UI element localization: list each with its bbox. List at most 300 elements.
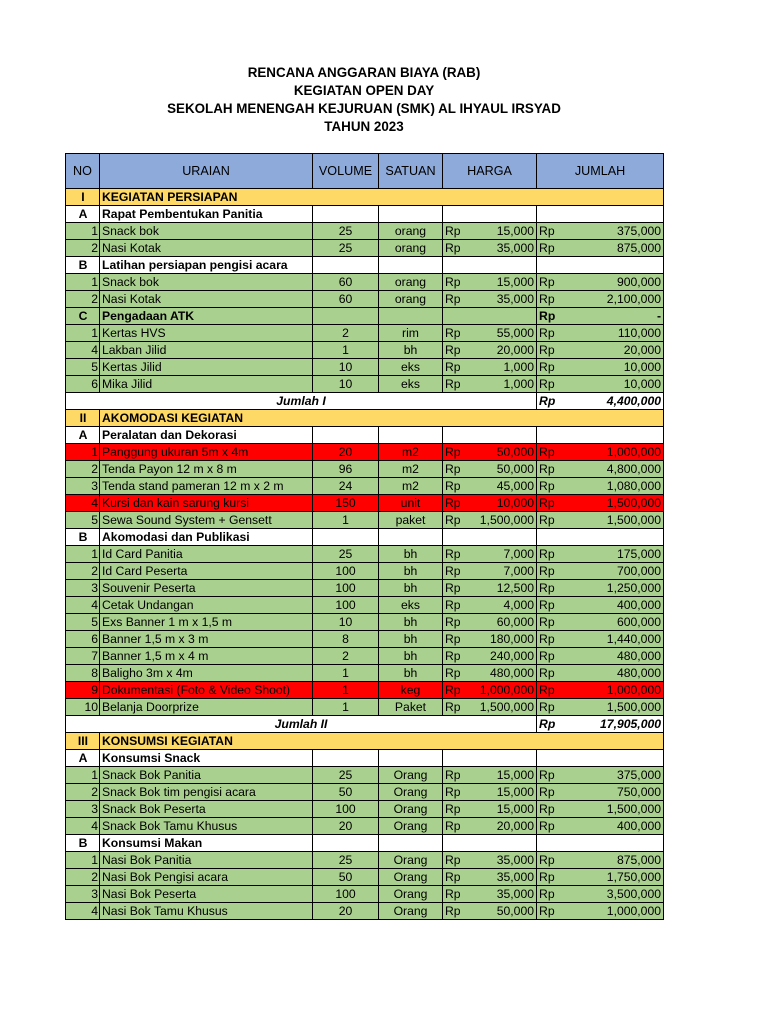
subsection-title: Latihan persiapan pengisi acara (100, 257, 313, 274)
jumlah-value (567, 257, 664, 274)
item-unit: keg (379, 682, 443, 699)
jumlah-currency: Rp (537, 376, 567, 393)
jumlah-currency: Rp (537, 648, 567, 665)
item-volume: 1 (313, 699, 379, 716)
item-volume: 60 (313, 274, 379, 291)
item-volume: 50 (313, 869, 379, 886)
subsection-row (66, 206, 664, 223)
item-price: 480,000 (473, 665, 537, 682)
item-total: 700,000 (567, 563, 664, 580)
harga-value (473, 308, 537, 325)
item-price: 45,000 (473, 478, 537, 495)
jumlah-currency: Rp (537, 512, 567, 529)
item-unit: paket (379, 512, 443, 529)
table-row (66, 223, 664, 240)
jumlah-currency (537, 427, 567, 444)
row-number: 1 (66, 546, 100, 563)
jumlah-currency: Rp (537, 461, 567, 478)
table-row (66, 376, 664, 393)
item-unit: Orang (379, 801, 443, 818)
table-row (66, 240, 664, 257)
harga-currency: Rp (443, 614, 473, 631)
row-number: 1 (66, 444, 100, 461)
row-number: II (66, 410, 100, 427)
row-number: 10 (66, 699, 100, 716)
item-price: 35,000 (473, 291, 537, 308)
harga-value (473, 206, 537, 223)
subtotal-row (66, 393, 664, 410)
subsection-row (66, 427, 664, 444)
volume-cell (313, 206, 379, 223)
harga-currency: Rp (443, 478, 473, 495)
harga-currency: Rp (443, 444, 473, 461)
item-description: Snack bok (100, 274, 313, 291)
item-description: Souvenir Peserta (100, 580, 313, 597)
item-description: Tenda Payon 12 m x 8 m (100, 461, 313, 478)
harga-currency: Rp (443, 665, 473, 682)
jumlah-value (567, 835, 664, 852)
jumlah-currency: Rp (537, 818, 567, 835)
item-unit: eks (379, 359, 443, 376)
harga-currency (443, 529, 473, 546)
item-total: 1,080,000 (567, 478, 664, 495)
jumlah-currency: Rp (537, 274, 567, 291)
table-row (66, 886, 664, 903)
row-number: 4 (66, 818, 100, 835)
item-unit: Orang (379, 767, 443, 784)
row-number: 6 (66, 376, 100, 393)
item-volume: 8 (313, 631, 379, 648)
item-total: 4,800,000 (567, 461, 664, 478)
item-description: Id Card Peserta (100, 563, 313, 580)
harga-currency (443, 206, 473, 223)
table-row (66, 903, 664, 920)
item-description: Snack Bok tim pengisi acara (100, 784, 313, 801)
jumlah-currency (537, 750, 567, 767)
volume-cell (313, 257, 379, 274)
table-row (66, 801, 664, 818)
title-line-4: TAHUN 2023 (324, 119, 404, 134)
title-line-2: KEGIATAN OPEN DAY (293, 83, 435, 98)
item-price: 20,000 (473, 342, 537, 359)
item-unit: Orang (379, 903, 443, 920)
subtotal-amount: 4,400,000 (567, 393, 664, 410)
item-total: 875,000 (567, 852, 664, 869)
subtotal-label: Jumlah II (66, 716, 537, 733)
item-unit: m2 (379, 444, 443, 461)
item-description: Exs Banner 1 m x 1,5 m (100, 614, 313, 631)
item-description: Dokumentasi (Foto & Video Shoot) (100, 682, 313, 699)
row-number: 1 (66, 852, 100, 869)
item-unit: unit (379, 495, 443, 512)
harga-currency: Rp (443, 291, 473, 308)
item-description: Snack bok (100, 223, 313, 240)
row-number: 2 (66, 291, 100, 308)
item-unit: bh (379, 648, 443, 665)
harga-currency (443, 835, 473, 852)
volume-cell (313, 835, 379, 852)
volume-cell (313, 308, 379, 325)
item-unit: Orang (379, 869, 443, 886)
row-number: 4 (66, 903, 100, 920)
jumlah-value (567, 750, 664, 767)
table-row (66, 699, 664, 716)
item-price: 35,000 (473, 240, 537, 257)
satuan-cell (379, 427, 443, 444)
item-description: Nasi Bok Panitia (100, 852, 313, 869)
table-row (66, 784, 664, 801)
table-row (66, 682, 664, 699)
jumlah-currency (537, 835, 567, 852)
table-row (66, 512, 664, 529)
jumlah-currency: Rp (537, 886, 567, 903)
row-number: 3 (66, 580, 100, 597)
item-unit: rim (379, 325, 443, 342)
item-volume: 10 (313, 614, 379, 631)
item-total: 1,500,000 (567, 495, 664, 512)
harga-currency: Rp (443, 903, 473, 920)
item-unit: bh (379, 546, 443, 563)
item-volume: 1 (313, 342, 379, 359)
item-unit: eks (379, 376, 443, 393)
row-number: 7 (66, 648, 100, 665)
section-row (66, 410, 664, 427)
item-unit: Orang (379, 784, 443, 801)
harga-currency: Rp (443, 546, 473, 563)
satuan-cell (379, 835, 443, 852)
harga-currency: Rp (443, 597, 473, 614)
subsection-title: Konsumsi Makan (100, 835, 313, 852)
table-header-row (66, 154, 664, 189)
item-total: 900,000 (567, 274, 664, 291)
item-volume: 100 (313, 886, 379, 903)
item-unit: orang (379, 291, 443, 308)
header-uraian: URAIAN (100, 154, 313, 189)
item-total: 1,000,000 (567, 903, 664, 920)
jumlah-currency: Rp (537, 903, 567, 920)
table-row (66, 614, 664, 631)
item-description: Nasi Bok Tamu Khusus (100, 903, 313, 920)
table-row (66, 274, 664, 291)
subsection-title: Rapat Pembentukan Panitia (100, 206, 313, 223)
jumlah-currency: Rp (537, 784, 567, 801)
item-price: 180,000 (473, 631, 537, 648)
volume-cell (313, 750, 379, 767)
table-row (66, 597, 664, 614)
harga-currency: Rp (443, 801, 473, 818)
row-number: 5 (66, 512, 100, 529)
item-volume: 60 (313, 291, 379, 308)
item-total: 375,000 (567, 223, 664, 240)
jumlah-currency: Rp (537, 801, 567, 818)
item-volume: 25 (313, 223, 379, 240)
item-total: 10,000 (567, 376, 664, 393)
item-price: 1,000 (473, 376, 537, 393)
item-price: 35,000 (473, 886, 537, 903)
item-total: 1,000,000 (567, 682, 664, 699)
item-total: 110,000 (567, 325, 664, 342)
harga-value (473, 835, 537, 852)
jumlah-currency: Rp (537, 580, 567, 597)
satuan-cell (379, 529, 443, 546)
jumlah-value: - (567, 308, 664, 325)
jumlah-currency: Rp (537, 631, 567, 648)
item-total: 1,440,000 (567, 631, 664, 648)
item-price: 7,000 (473, 563, 537, 580)
item-total: 20,000 (567, 342, 664, 359)
item-unit: bh (379, 342, 443, 359)
row-number: 8 (66, 665, 100, 682)
item-volume: 25 (313, 240, 379, 257)
item-volume: 1 (313, 665, 379, 682)
harga-value (473, 257, 537, 274)
item-volume: 1 (313, 512, 379, 529)
table-row (66, 325, 664, 342)
item-description: Nasi Bok Peserta (100, 886, 313, 903)
row-number: 2 (66, 784, 100, 801)
table-row (66, 665, 664, 682)
item-unit: bh (379, 614, 443, 631)
item-volume: 96 (313, 461, 379, 478)
item-description: Lakban Jilid (100, 342, 313, 359)
item-unit: m2 (379, 478, 443, 495)
harga-currency: Rp (443, 648, 473, 665)
section-title: AKOMODASI KEGIATAN (100, 410, 664, 427)
item-volume: 20 (313, 444, 379, 461)
item-description: Kursi dan kain sarung kursi (100, 495, 313, 512)
table-row (66, 342, 664, 359)
row-number: 1 (66, 325, 100, 342)
row-number: 1 (66, 274, 100, 291)
item-total: 1,500,000 (567, 801, 664, 818)
jumlah-currency: Rp (537, 563, 567, 580)
harga-currency: Rp (443, 580, 473, 597)
jumlah-currency: Rp (537, 359, 567, 376)
item-description: Sewa Sound System + Gensett (100, 512, 313, 529)
item-price: 15,000 (473, 223, 537, 240)
row-number: 1 (66, 223, 100, 240)
item-description: Kertas HVS (100, 325, 313, 342)
item-total: 10,000 (567, 359, 664, 376)
item-price: 1,000 (473, 359, 537, 376)
item-total: 400,000 (567, 818, 664, 835)
harga-currency: Rp (443, 767, 473, 784)
harga-currency (443, 308, 473, 325)
item-volume: 10 (313, 359, 379, 376)
item-price: 35,000 (473, 869, 537, 886)
row-number: 3 (66, 886, 100, 903)
row-number: A (66, 206, 100, 223)
item-description: Nasi Kotak (100, 291, 313, 308)
item-volume: 100 (313, 563, 379, 580)
item-volume: 50 (313, 784, 379, 801)
item-volume: 10 (313, 376, 379, 393)
row-number: I (66, 189, 100, 206)
item-description: Nasi Bok Pengisi acara (100, 869, 313, 886)
item-volume: 150 (313, 495, 379, 512)
row-number: 3 (66, 478, 100, 495)
harga-currency: Rp (443, 563, 473, 580)
subtotal-currency: Rp (537, 393, 567, 410)
jumlah-currency (537, 529, 567, 546)
item-volume: 25 (313, 546, 379, 563)
row-number: 1 (66, 767, 100, 784)
jumlah-currency: Rp (537, 682, 567, 699)
harga-currency: Rp (443, 682, 473, 699)
table-row (66, 291, 664, 308)
item-total: 1,750,000 (567, 869, 664, 886)
item-total: 175,000 (567, 546, 664, 563)
table-row (66, 648, 664, 665)
item-volume: 2 (313, 648, 379, 665)
item-price: 1,000,000 (473, 682, 537, 699)
row-number: A (66, 750, 100, 767)
budget-table (65, 153, 664, 920)
item-total: 1,250,000 (567, 580, 664, 597)
table-row (66, 444, 664, 461)
subsection-row (66, 835, 664, 852)
jumlah-value (567, 529, 664, 546)
item-volume: 25 (313, 767, 379, 784)
item-price: 50,000 (473, 903, 537, 920)
item-price: 15,000 (473, 784, 537, 801)
jumlah-currency: Rp (537, 342, 567, 359)
item-description: Tenda stand pameran 12 m x 2 m (100, 478, 313, 495)
item-description: Panggung ukuran 5m x 4m (100, 444, 313, 461)
row-number: 2 (66, 240, 100, 257)
row-number: 4 (66, 342, 100, 359)
harga-currency: Rp (443, 886, 473, 903)
subsection-title: Pengadaan ATK (100, 308, 313, 325)
item-price: 55,000 (473, 325, 537, 342)
item-price: 15,000 (473, 801, 537, 818)
title-line-1: RENCANA ANGGARAN BIAYA (RAB) (247, 65, 481, 80)
header-volume: VOLUME (313, 154, 379, 189)
harga-value (473, 427, 537, 444)
table-row (66, 478, 664, 495)
item-total: 3,500,000 (567, 886, 664, 903)
subsection-row (66, 529, 664, 546)
harga-currency (443, 257, 473, 274)
harga-currency: Rp (443, 699, 473, 716)
item-unit: orang (379, 240, 443, 257)
item-description: Banner 1,5 m x 3 m (100, 631, 313, 648)
jumlah-currency: Rp (537, 308, 567, 325)
jumlah-currency (537, 257, 567, 274)
item-unit: eks (379, 597, 443, 614)
header-jumlah: JUMLAH (537, 154, 664, 189)
item-unit: Paket (379, 699, 443, 716)
jumlah-currency: Rp (537, 665, 567, 682)
table-row (66, 818, 664, 835)
row-number: 4 (66, 495, 100, 512)
subsection-row (66, 257, 664, 274)
item-unit: bh (379, 631, 443, 648)
row-number: 2 (66, 869, 100, 886)
subsection-title: Akomodasi dan Publikasi (100, 529, 313, 546)
item-description: Baligho 3m x 4m (100, 665, 313, 682)
jumlah-currency: Rp (537, 546, 567, 563)
item-volume: 100 (313, 580, 379, 597)
item-volume: 1 (313, 682, 379, 699)
satuan-cell (379, 206, 443, 223)
item-description: Kertas Jilid (100, 359, 313, 376)
row-number: 4 (66, 597, 100, 614)
row-number: 9 (66, 682, 100, 699)
item-price: 10,000 (473, 495, 537, 512)
item-unit: bh (379, 665, 443, 682)
item-total: 480,000 (567, 648, 664, 665)
item-unit: Orang (379, 886, 443, 903)
table-body (66, 189, 664, 920)
row-number: 2 (66, 563, 100, 580)
table-row (66, 563, 664, 580)
item-price: 240,000 (473, 648, 537, 665)
section-title: KEGIATAN PERSIAPAN (100, 189, 664, 206)
harga-value (473, 529, 537, 546)
harga-currency: Rp (443, 852, 473, 869)
jumlah-currency: Rp (537, 291, 567, 308)
harga-currency: Rp (443, 325, 473, 342)
jumlah-currency (537, 206, 567, 223)
item-description: Snack Bok Tamu Khusus (100, 818, 313, 835)
table-row (66, 546, 664, 563)
title-line-3: SEKOLAH MENENGAH KEJURUAN (SMK) AL IHYAUL IRSYAD (167, 101, 561, 116)
jumlah-currency: Rp (537, 852, 567, 869)
item-description: Id Card Panitia (100, 546, 313, 563)
table-row (66, 631, 664, 648)
harga-currency: Rp (443, 274, 473, 291)
table-row (66, 852, 664, 869)
jumlah-currency: Rp (537, 478, 567, 495)
item-total: 1,500,000 (567, 512, 664, 529)
subsection-row (66, 750, 664, 767)
jumlah-currency: Rp (537, 495, 567, 512)
subtotal-label: Jumlah I (66, 393, 537, 410)
section-row (66, 189, 664, 206)
satuan-cell (379, 308, 443, 325)
satuan-cell (379, 750, 443, 767)
item-price: 20,000 (473, 818, 537, 835)
item-description: Snack Bok Peserta (100, 801, 313, 818)
section-row (66, 733, 664, 750)
jumlah-value (567, 206, 664, 223)
section-title: KONSUMSI KEGIATAN (100, 733, 664, 750)
row-number: B (66, 257, 100, 274)
volume-cell (313, 427, 379, 444)
harga-currency (443, 750, 473, 767)
item-total: 400,000 (567, 597, 664, 614)
subsection-row (66, 308, 664, 325)
item-price: 15,000 (473, 767, 537, 784)
item-price: 12,500 (473, 580, 537, 597)
subtotal-amount: 17,905,000 (567, 716, 664, 733)
item-total: 1,000,000 (567, 444, 664, 461)
item-volume: 25 (313, 852, 379, 869)
header-satuan: SATUAN (379, 154, 443, 189)
header-no: NO (66, 154, 100, 189)
item-unit: orang (379, 274, 443, 291)
item-total: 750,000 (567, 784, 664, 801)
harga-currency: Rp (443, 495, 473, 512)
table-row (66, 767, 664, 784)
item-volume: 24 (313, 478, 379, 495)
harga-currency: Rp (443, 461, 473, 478)
item-description: Cetak Undangan (100, 597, 313, 614)
item-volume: 100 (313, 597, 379, 614)
harga-currency: Rp (443, 818, 473, 835)
row-number: 2 (66, 461, 100, 478)
